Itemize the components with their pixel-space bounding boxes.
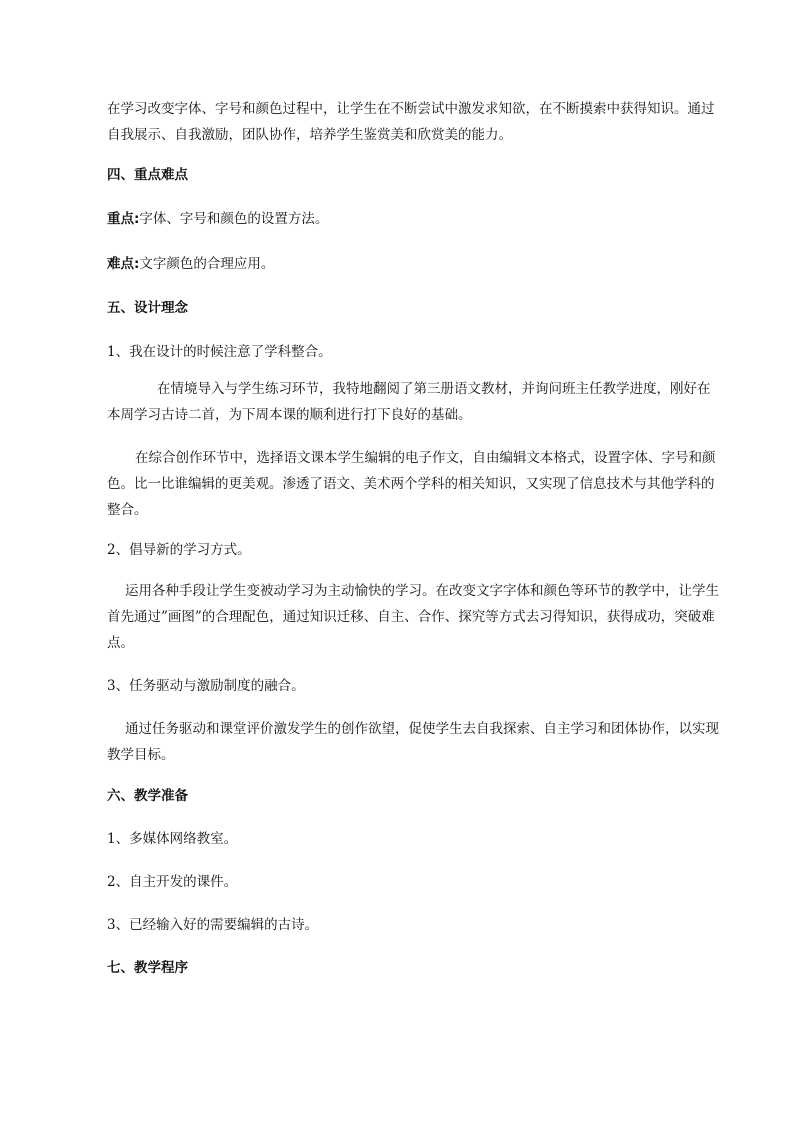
- difficulty-text: 文字颜色的合理应用。: [139, 256, 275, 272]
- design-item-2: 2、倡导新的学习方式。: [107, 542, 251, 558]
- design-paragraph-2: 在综合创作环节中，选择语文课本学生编辑的电子作文，自由编辑文本格式，设置字体、字号和颜色。比一比谁编辑的更美观。渗透了语文、美术两个学科的相关知识，又实现了信息技术与其他学科的整合。: [107, 450, 716, 518]
- section-heading-preparation: 六、教学准备: [107, 788, 188, 804]
- section-heading-key-points: 四、重点难点: [107, 167, 188, 183]
- key-point-text: 字体、字号和颜色的设置方法。: [139, 211, 329, 227]
- difficulty-line: [107, 251, 719, 277]
- design-paragraph-1: 在情境导入与学生练习环节，我特地翻阅了第三册语文教材，并询问班主任教学进度，刚好在本周学习古诗二首，为下周本课的顺利进行打下良好的基础。: [107, 381, 711, 423]
- design-item-1: 1、我在设计的时候注意了学科整合。: [107, 344, 332, 360]
- preparation-item-1: 1、多媒体网络教室。: [107, 831, 238, 847]
- preparation-item-2: 2、自主开发的课件。: [107, 874, 238, 890]
- design-paragraph-4: 通过任务驱动和课堂评价激发学生的创作欲望，促使学生去自我探索、自主学习和团体协作，以实现教学目标。: [107, 721, 719, 763]
- design-item-3: 3、任务驱动与激励制度的融合。: [107, 678, 305, 694]
- design-paragraph-3: 运用各种手段让学生变被动学习为主动愉快的学习。在改变文字字体和颜色等环节的教学中，让学生首先通过”画图”的合理配色，通过知识迁移、自主、合作、探究等方式去习得知识，获得成功，突破难点。: [107, 583, 719, 651]
- key-point-label: 重点:: [107, 211, 140, 227]
- key-point-line: [107, 206, 719, 232]
- difficulty-label: 难点:: [107, 256, 140, 272]
- section-heading-procedure: 七、教学程序: [107, 960, 188, 976]
- section-heading-design-concept: 五、设计理念: [107, 300, 188, 316]
- intro-paragraph: 在学习改变字体、字号和颜色过程中，让学生在不断尝试中激发求知欲，在不断摸索中获得知识。通过自我展示、自我激励，团队协作，培养学生鉴赏美和欣赏美的能力。: [107, 101, 715, 143]
- preparation-item-3: 3、已经输入好的需要编辑的古诗。: [107, 917, 319, 933]
